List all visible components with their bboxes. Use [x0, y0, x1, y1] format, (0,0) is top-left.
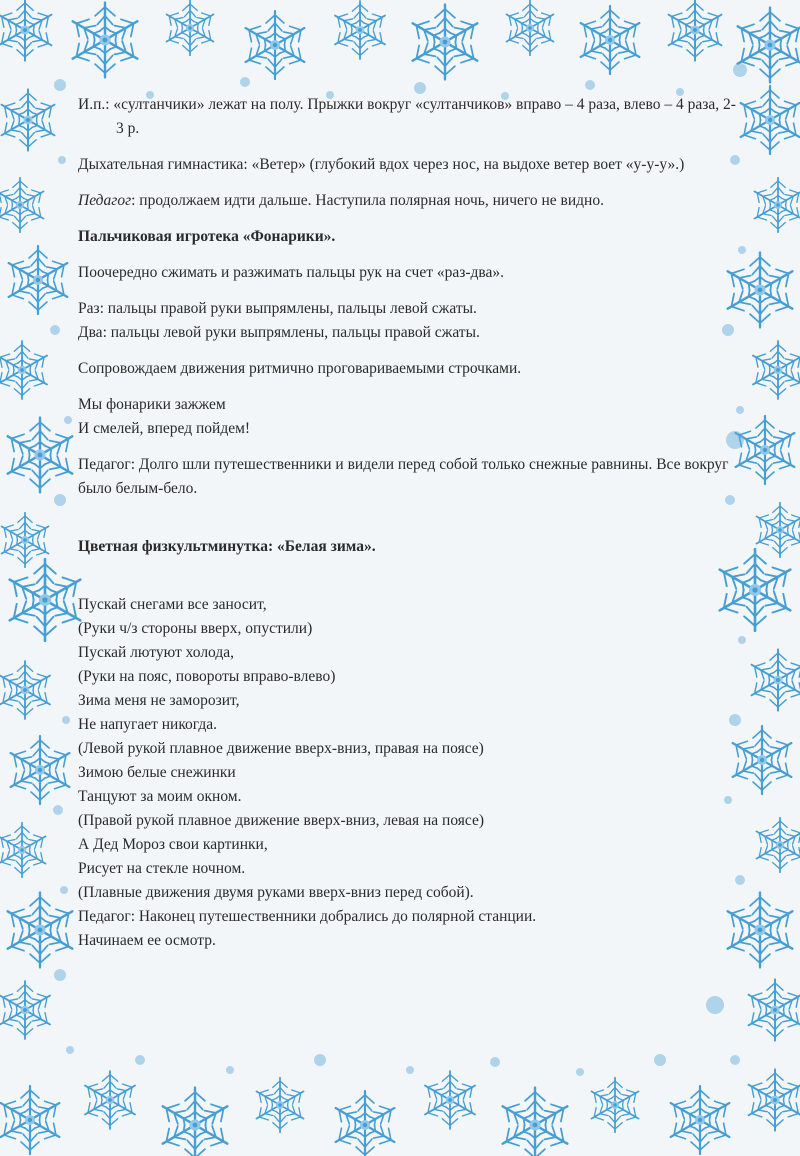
poem-line: (Плавные движения двумя руками вверх-вниз перед собой).	[78, 884, 474, 901]
snow-dot	[135, 1055, 145, 1065]
poem-line: (Руки ч/з стороны вверх, опустили)	[78, 620, 313, 637]
poem-line: Педагог: Наконец путешественники добрались до полярной станции.	[78, 908, 537, 925]
paragraph-teacher-plains: Педагог: Долго шли путешественники и видели перед собой только снежные равнины. Все вокруг было белым-бело.	[78, 456, 729, 497]
snowflake-icon	[1, 89, 56, 150]
snowflake-icon	[748, 979, 800, 1040]
snow-dot	[54, 79, 66, 91]
snowflake-icon	[0, 178, 44, 232]
poem-line: (Руки на пояс, повороты вправо-влево)	[78, 668, 336, 685]
snow-dot	[50, 325, 60, 335]
snowflake-icon	[6, 418, 73, 493]
snowflake-icon	[424, 1071, 476, 1129]
paragraph-breathing: Дыхательная гимнастика: «Ветер» (глубокий вдох через нос, на выдохе ветер воет «у-у-у».)	[78, 156, 685, 173]
line-dva: Два: пальцы левой руки выпрямлены, пальцы правой сжаты.	[78, 324, 480, 341]
heading-finger-game: Пальчиковая игротека «Фонарики».	[78, 228, 336, 245]
snowflake-icon	[10, 736, 71, 804]
snowflake-icon	[256, 1078, 305, 1132]
snowflake-icon	[735, 416, 796, 484]
poem-line: Танцуют за моим окном.	[78, 788, 242, 805]
snowflake-icon	[161, 1088, 228, 1156]
heading-white-winter: Цветная физкультминутка: «Белая зима».	[78, 538, 376, 555]
poem-line: Не напугает никогда.	[78, 716, 218, 733]
snowflake-icon	[506, 1, 555, 55]
snow-dot	[62, 716, 70, 724]
snow-dot	[654, 1054, 666, 1066]
poem-line: Пускай снегами все заносит,	[78, 596, 267, 613]
snow-dot	[406, 1066, 414, 1074]
snowflake-icon	[668, 0, 723, 61]
poem-line: А Дед Мороз свои картинки,	[78, 836, 268, 853]
snow-dot	[58, 156, 66, 164]
verse-line-1: Мы фонарики зажжем	[78, 396, 226, 413]
paragraph-raz-dva	[78, 297, 738, 345]
snowflake-icon	[752, 341, 800, 399]
snow-dot	[54, 969, 66, 981]
snow-dot	[64, 416, 72, 424]
snowflake-icon	[740, 86, 800, 154]
snowflake-icon	[0, 0, 52, 61]
snowflake-icon	[751, 649, 800, 710]
snowflake-icon	[0, 1086, 60, 1154]
paragraph-accompany: Сопровождаем движения ритмично проговариваемыми строчками.	[78, 360, 522, 377]
paragraph-teacher-night	[78, 189, 738, 213]
snowflake-icon	[0, 823, 46, 877]
snowflake-icon	[756, 818, 800, 872]
snowflake-icon	[84, 1071, 136, 1129]
snowflake-icon	[580, 6, 641, 74]
poem-line: (Правой рукой плавное движение вверх-вниз, левая на поясе)	[78, 812, 485, 829]
snow-dot	[66, 1046, 74, 1054]
paragraph-alternate: Поочередно сжимать и разжимать пальцы рук на счет «раз-два».	[78, 264, 505, 281]
verse-line-2: И смелей, вперед пойдем!	[78, 420, 251, 437]
snow-dot	[733, 63, 747, 77]
poem-white-winter	[78, 593, 738, 953]
snow-dot	[490, 1057, 500, 1067]
document-body	[78, 93, 738, 953]
snowflake-icon	[0, 341, 48, 399]
snowflake-icon	[0, 981, 51, 1039]
snow-dot	[585, 80, 595, 90]
poem-line: (Левой рукой плавное движение вверх-вниз, правая на поясе)	[78, 740, 484, 757]
snow-dot	[54, 494, 66, 506]
snowflake-icon	[166, 1, 215, 55]
snowflake-icon	[411, 5, 478, 80]
snowflake-icon	[0, 661, 51, 719]
verse-lanterns	[78, 393, 738, 441]
snow-dot	[314, 1054, 326, 1066]
snowflake-icon	[334, 1, 386, 59]
paragraph-start-position: И.п.: «султанчики» лежат на полу. Прыжки вокруг «султанчиков» вправо – 4 раза, влево – 4 раза, 2-3 р.	[78, 96, 736, 137]
snowflake-icon	[501, 1088, 568, 1156]
snowflake-icon	[335, 1091, 396, 1156]
snowflake-icon	[245, 11, 306, 79]
teacher-label: Педагог	[78, 192, 132, 209]
snow-dot	[738, 636, 746, 644]
snow-dot	[226, 1066, 234, 1074]
snowflake-icon	[670, 1086, 731, 1154]
poem-line: Зима меня не заморозит,	[78, 692, 240, 709]
snow-dot	[738, 246, 746, 254]
poem-line: Рисует на стекле ночном.	[78, 860, 246, 877]
line-raz: Раз: пальцы правой руки выпрямлены, пальцы левой сжаты.	[78, 300, 477, 317]
snow-dot	[576, 1068, 584, 1076]
snowflake-icon	[754, 178, 800, 232]
snow-dot	[60, 886, 68, 894]
snowflake-icon	[8, 559, 81, 641]
snowflake-icon	[748, 1069, 800, 1130]
snowflake-icon	[591, 1078, 640, 1132]
snowflake-icon	[732, 726, 793, 794]
teacher-text: : продолжаем идти дальше. Наступила полярная ночь, ничего не видно.	[131, 192, 604, 209]
poem-line: Начинаем ее осмотр.	[78, 932, 216, 949]
snow-dot	[706, 996, 724, 1014]
snowflake-icon	[756, 503, 800, 557]
snowflake-icon	[1, 513, 50, 567]
snow-dot	[240, 77, 250, 87]
snowflake-icon	[71, 3, 138, 78]
snowflake-icon	[6, 893, 73, 968]
snow-dot	[730, 1055, 740, 1065]
poem-line: Пускай лютуют холода,	[78, 644, 235, 661]
snow-dot	[53, 805, 63, 815]
poem-line: Зимою белые снежинки	[78, 764, 236, 781]
snowflake-icon	[8, 246, 69, 314]
